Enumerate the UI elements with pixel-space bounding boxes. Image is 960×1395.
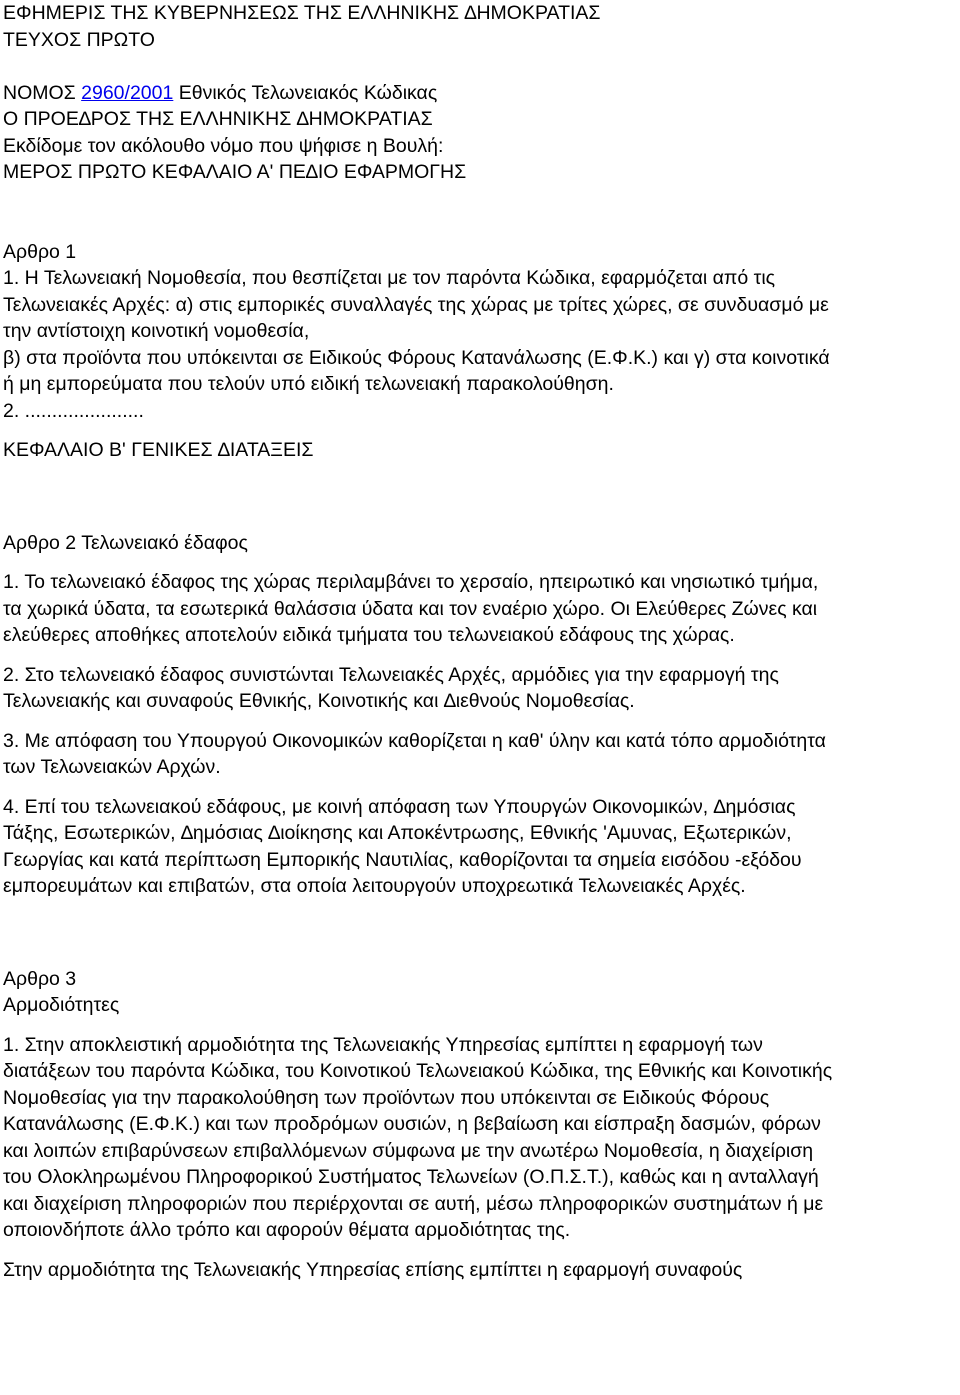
article-2-p1-line: ελεύθερες αποθήκες αποτελούν ειδικά τμήματα του τελωνειακού εδάφους της χώρας. [3,624,735,646]
article-2-p1-line: τα χωρικά ύδατα, τα εσωτερικά θαλάσσια ύδατα και τον εναέριο χώρο. Οι Ελεύθερες Ζώνες και [3,597,818,620]
part-heading: ΜΕΡΟΣ ΠΡΩΤΟ ΚΕΦΑΛΑΙΟ Α' ΠΕ∆ΙΟ ΕΦΑΡΜΟΓΗΣ [3,161,467,183]
article-1-line: την αντίστοιχη κοινοτική νομοθεσία, [3,320,310,342]
article-3-p1-line: Κατανάλωσης (Ε.Φ.Κ.) και των προδρόμων ουσιών, η βεβαίωση και είσπραξη δασμών, φόρων [3,1113,821,1135]
law-title: Εθνικός Τελωνειακός Κώδικας [173,81,438,104]
gazette-issue: ΤΕΥΧΟΣ ΠΡΩΤΟ [3,28,155,51]
article-2-p2-line: 2. Στο τελωνειακό έδαφος συνιστώνται Τελωνειακές Αρχές, αρμόδιες για την εφαρμογή της [3,663,779,686]
article-3-title: Αρθρο 3 [3,967,77,990]
document-body [3,0,957,1283]
article-1-line: Τελωνειακές Αρχές: α) στις εμπορικές συναλλαγές της χώρας με τρίτες χώρες, σε συνδυασμό με [3,293,829,316]
article-3-p1-line: και λοιπών επιβαρύνσεων επιβαλλόμενων σύμφωνα με την ανωτέρω Νομοθεσία, η διαχείριση [3,1139,814,1162]
article-3-p1-line: 1. Στην αποκλειστική αρμοδιότητα της Τελωνειακής Υπηρεσίας εμπίπτει η εφαρμογή των [3,1033,763,1056]
article-2-p4-line: εμπορευμάτων και επιβατών, στα οποία λειτουργούν υποχρεωτικά Τελωνειακές Αρχές. [3,875,746,897]
article-1-line: β) στα προϊόντα που υπόκεινται σε Ειδικούς Φόρους Κατανάλωσης (Ε.Φ.Κ.) και γ) στα κοινοτικά [3,346,830,369]
promulgation-line: Εκδίδομε τον ακόλουθο νόμο που ψήφισε η Βουλή: [3,134,444,157]
article-3-subtitle: Αρμοδιότητες [3,994,120,1016]
article-2-p2-line: Τελωνειακής και συναφούς Εθνικής, Κοινοτικής και ∆ιεθνούς Νομοθεσίας. [3,690,635,712]
article-2-p4-line: Γεωργίας και κατά περίπτωση Εμπορικής Ναυτιλίας, καθορίζονται τα σημεία εισόδου -εξόδου [3,848,802,871]
article-3-p1-line: Νομοθεσίας για την παρακολούθηση των προϊόντων που υπόκεινται σε Ειδικούς Φόρους [3,1086,770,1109]
article-1-line: 1. Η Τελωνειακή Νομοθεσία, που θεσπίζεται με τον παρόντα Κώδικα, εφαρμόζεται από τις [3,267,776,289]
law-heading [3,80,957,107]
article-2-p3-line: των Τελωνειακών Αρχών. [3,756,221,778]
article-2-p4-line: 4. Επί του τελωνειακού εδάφους, με κοινή απόφαση των Υπουργών Οικονομικών, ∆ημόσιας [3,795,796,818]
article-3-p2-line: Στην αρμοδιότητα της Τελωνειακής Υπηρεσίας επίσης εμπίπτει η εφαρμογή συναφούς [3,1258,743,1281]
article-3-p1-line: και διαχείριση πληροφοριών που περιέρχονται σε αυτή, μέσω πληροφορικών συστημάτων ή με [3,1192,824,1215]
article-3-p1-line: οποιονδήποτε άλλο τρόπο και αφορούν θέματα αρμοδιότητας της. [3,1219,571,1241]
law-number-link[interactable]: 2960/2001 [81,81,174,104]
article-2-p3-line: 3. Με απόφαση του Υπουργού Οικονομικών καθορίζεται η καθ' ύλην και κατά τόπο αρμοδιότητα [3,729,826,752]
article-3-p1-line: του Ολοκληρωμένου Πληροφορικού Συστήματος Τελωνείων (Ο.Π.Σ.Τ.), καθώς και η ανταλλαγή [3,1166,819,1188]
article-2-p1-line: 1. Το τελωνειακό έδαφος της χώρας περιλαμβάνει το χερσαίο, ηπειρωτικό και νησιωτικό τμήμα, [3,571,819,593]
article-1-line: 2. ...................... [3,399,144,422]
president-line: Ο ΠΡΟΕ∆ΡΟΣ ΤΗΣ ΕΛΛΗΝΙΚΗΣ ∆ΗΜΟΚΡΑΤΙΑΣ [3,108,433,130]
chapter-b-heading: ΚΕΦΑΛΑΙΟ Β' ΓΕΝΙΚΕΣ ∆ΙΑΤΑΞΕΙΣ [3,439,314,461]
gazette-title: ΕΦΗΜΕΡΙΣ ΤΗΣ ΚΥΒΕΡΝΗΣΕΩΣ ΤΗΣ ΕΛΛΗΝΙΚΗΣ ∆ΗΜΟΚΡΑΤΙΑΣ [3,2,601,24]
article-2-title: Αρθρο 2 Τελωνειακό έδαφος [3,531,248,554]
article-1-line: ή μη εμπορεύματα που τελούν υπό ειδική τελωνειακή παρακολούθηση. [3,373,614,395]
article-1-title: Αρθρο 1 [3,240,77,263]
law-prefix: ΝΟΜΟΣ [3,81,82,104]
article-2-p4-line: Τάξης, Εσωτερικών, ∆ημόσιας ∆ιοίκησης και Αποκέντρωσης, Εθνικής 'Αμυνας, Εξωτερικών, [3,822,792,844]
article-3-p1-line: διατάξεων του παρόντα Κώδικα, του Κοινοτικού Τελωνειακού Κώδικα, της Εθνικής και Κοινοτικής [3,1060,833,1082]
